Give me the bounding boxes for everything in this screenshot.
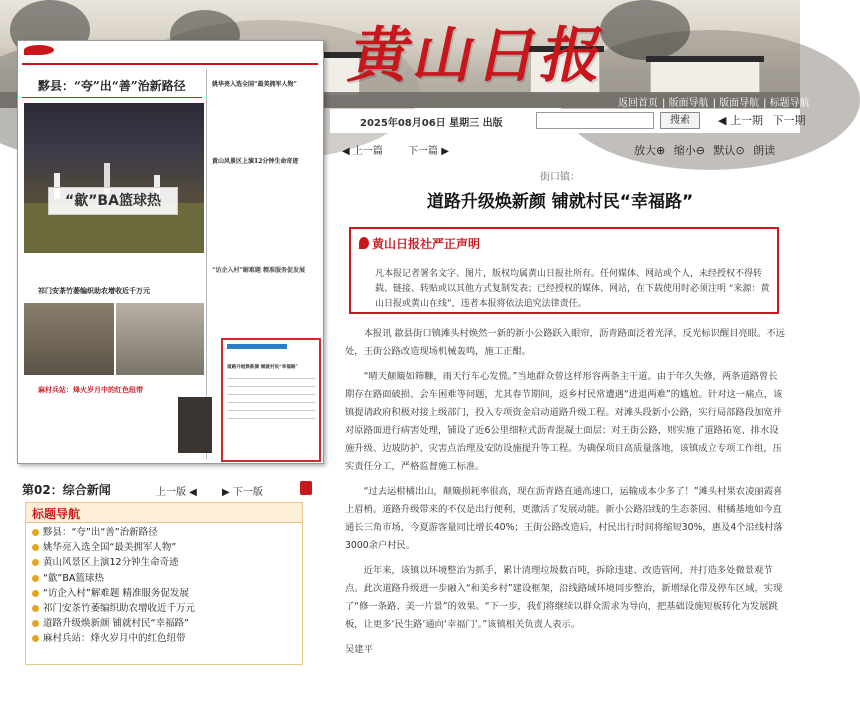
- thumb-logo-icon: [24, 45, 54, 55]
- zoom-out-label: 缩小: [673, 144, 696, 157]
- title-nav-item-label: 黄山风景区上演12分钟生命奇迹: [43, 557, 179, 569]
- default-size-button[interactable]: 默认⊙: [713, 144, 745, 157]
- title-nav-item[interactable]: [32, 586, 298, 601]
- page-thumbnail[interactable]: [17, 40, 324, 464]
- thumb-highlight-title: 道路升级焕新颜 铺就村民“幸福路”: [227, 365, 299, 370]
- title-nav-item-label: “歙”BA篮球热: [43, 572, 104, 584]
- next-article-label: 下一篇: [408, 146, 439, 157]
- article-kicker: 街口镇：: [540, 172, 580, 183]
- next-page-label: 下一版: [232, 487, 263, 498]
- pdf-icon[interactable]: [300, 481, 312, 495]
- section-bar: [18, 480, 320, 498]
- thumb-headline-left2: 祁门安茶竹萎编织助农增收近千万元: [38, 286, 150, 295]
- section-title: 第02：综合新闻: [22, 483, 111, 497]
- title-nav-item-label: 姚华亮入选全国“最美拥军人物”: [43, 542, 177, 554]
- thumb-article-highlight[interactable]: [221, 338, 321, 462]
- date-bar: [330, 109, 806, 133]
- title-nav-item[interactable]: [32, 571, 298, 586]
- notice-body: 凡本报记者署名文字、图片，版权均属黄山日报社所有。任何媒体、网站或个人，未经授权不得转载、链接、转贴或以其他方式复制发表；已经授权的媒体、网站，在下载使用时必须注明 “来源：黄山日报或黄山在线”，违者本报将依法追究法律责任。: [375, 269, 770, 309]
- bullet-icon: [32, 590, 39, 597]
- prev-page-link[interactable]: 上一版 ◀: [156, 487, 197, 498]
- bullet-icon: [32, 620, 39, 627]
- zoom-in-button[interactable]: 放大⊕: [634, 144, 666, 157]
- thumb-basketball-photo: [24, 103, 204, 253]
- thumb-photo-right: [116, 303, 204, 375]
- copyright-notice: [349, 227, 779, 314]
- top-nav-home[interactable]: 返回首页: [618, 98, 658, 109]
- article-body: [345, 325, 785, 666]
- title-nav-panel: [25, 502, 303, 665]
- thumb-feature-caption: “歙”BA篮球热: [48, 187, 178, 215]
- title-nav-item[interactable]: [32, 525, 298, 540]
- title-nav-item[interactable]: [32, 601, 298, 616]
- bullet-icon: [32, 529, 39, 536]
- bullet-icon: [32, 605, 39, 612]
- zoom-in-label: 放大: [634, 144, 656, 157]
- notice-title: [359, 235, 480, 252]
- title-nav-header: 标题导航: [26, 503, 302, 523]
- prev-issue-label: 上一期: [729, 114, 763, 127]
- prev-article-link[interactable]: ◀ 上一篇: [342, 146, 383, 157]
- title-nav-item[interactable]: [32, 555, 298, 570]
- thumb-photo-left: [24, 303, 114, 375]
- bullet-icon: [32, 559, 39, 566]
- logo-icon: [359, 237, 369, 249]
- prev-article-label: 上一篇: [352, 146, 383, 157]
- next-article-link[interactable]: 下一篇 ▶: [408, 146, 449, 157]
- thumb-monument-photo: [178, 397, 212, 453]
- prev-page-label: 上一版: [156, 487, 186, 498]
- title-nav-item[interactable]: [32, 631, 298, 646]
- thumb-headline-bottom: 麻村兵站：烽火岁月中的红色纽带: [38, 385, 143, 394]
- search-input[interactable]: [536, 112, 654, 129]
- title-nav-item-label: 祁门安茶竹萎编织助农增收近千万元: [43, 602, 196, 614]
- title-nav-item-label: 黟县：“夸”出“善”治新路径: [43, 527, 158, 538]
- notice-title-text: 黄山日报社严正声明: [372, 237, 481, 251]
- thumb-headline-mid: “访企入村”解难题 精准服务促发展: [212, 267, 305, 274]
- top-nav: 返回首页 | 版面导航 | 版面导航 | 标题导航: [618, 98, 810, 109]
- top-nav-titles[interactable]: 标题导航: [769, 98, 810, 109]
- next-issue-label[interactable]: 下一期: [772, 114, 806, 127]
- article-headline: 道路升级焕新颜 铺就村民“幸福路”: [426, 192, 694, 212]
- title-nav-item-label: “访企入村”解难题 精准服务促发展: [43, 587, 189, 599]
- bullet-icon: [32, 575, 39, 582]
- bullet-icon: [32, 544, 39, 551]
- default-size-label: 默认: [713, 144, 736, 157]
- article-paragraph: 近年来，该镇以环境整治为抓手，累计清理垃圾数百吨，拆除违建、改造管网，并打造多处微景观节点。此次道路升级进一步融入“和美乡村”建设框架，沿线路域环境同步整治，新增绿化带及停车区域，实现了“修一条路、美一片景”的效果。“下一步，我们将继续以群众需求为导向，把基础设施短板转化为发展跳板，让更多‘民生路’通向‘幸福门’。”该镇相关负责人表示。: [345, 565, 783, 630]
- title-nav-item-label: 麻村兵站：烽火岁月中的红色纽带: [43, 633, 186, 645]
- thumb-headline-right2: 黄山风景区上演12分钟生命奇迹: [212, 158, 299, 165]
- read-aloud-label: 朗读: [753, 144, 776, 157]
- article-paragraph: “晴天颠簸如筛糠，雨天行车心发慌。”当地群众曾这样形容两条主干道。由于年久失修，两条道路曾长期存在路面破损、会车困难等问题，尤其春节期间，返乡村民常遭遇“进退两难”的尴尬。针对这一痛点，该镇提请政府积极对接上级部门，投入专项资金启动道路升级工程。对滩头段新小公路，实行局部路段加宽并对原路面进行病害处理，铺设了近6公里细粒式沥青混凝土面层；对王街公路，则实施了道路拓宽、排水设施升级、边坡防护、灾害点治理及安防设施提升等工程。为确保项目高质量落地，该镇成立专项工作组，压实责任分工，严格监督施工标准。: [345, 371, 783, 472]
- top-nav-layout[interactable]: 版面导航: [668, 98, 709, 109]
- title-nav-item[interactable]: [32, 616, 298, 631]
- thumb-headline-main: 黟县：“夸”出“善”治新路径: [38, 79, 186, 93]
- reading-tools: [634, 142, 775, 158]
- article-toolbar: [342, 142, 800, 158]
- masthead-logo[interactable]: 黄山日报: [343, 21, 615, 91]
- title-nav-item-label: 道路升级焕新颜 铺就村民“幸福路”: [43, 618, 189, 630]
- issue-date: 2025年08月06日 星期三 出版: [360, 118, 503, 129]
- prev-issue-link[interactable]: ◀ 上一期 下一期: [718, 114, 806, 127]
- zoom-out-button[interactable]: 缩小⊖: [673, 144, 705, 157]
- article-paragraph: “过去运柑橘出山，颠簸损耗率很高，现在沥青路直通高速口，运输成本少多了！”滩头村果农凌丽霞喜上眉梢。道路升级带来的不仅是出行便利，更激活了发展动能。新小公路沿线的生态茶园、柑橘基地如今直通长三角市场，今夏游客量同比增长40%；王街公路改造后，村民出行时间将缩短30%，惠及4个沿线村落3000余户村民。: [345, 486, 783, 551]
- read-aloud-button[interactable]: [753, 144, 775, 157]
- next-page-link[interactable]: ▶ 下一版: [222, 487, 263, 498]
- top-nav-layout2[interactable]: 版面导航: [719, 98, 760, 109]
- search-button[interactable]: 搜索: [660, 112, 700, 129]
- article-author: 吴建平: [345, 644, 373, 655]
- bullet-icon: [32, 635, 39, 642]
- title-nav-item[interactable]: [32, 540, 298, 555]
- thumb-headline-right1: 姚华亮入选全国“最美拥军人物”: [212, 81, 297, 88]
- article-paragraph: 本报讯 歙县街口镇滩头村焕然一新的新小公路跃入眼帘，沥青路面泛着光泽，反光标识醒目亮眼。不远处，王街公路改造现场机械轰鸣，施工正酣。: [345, 328, 785, 357]
